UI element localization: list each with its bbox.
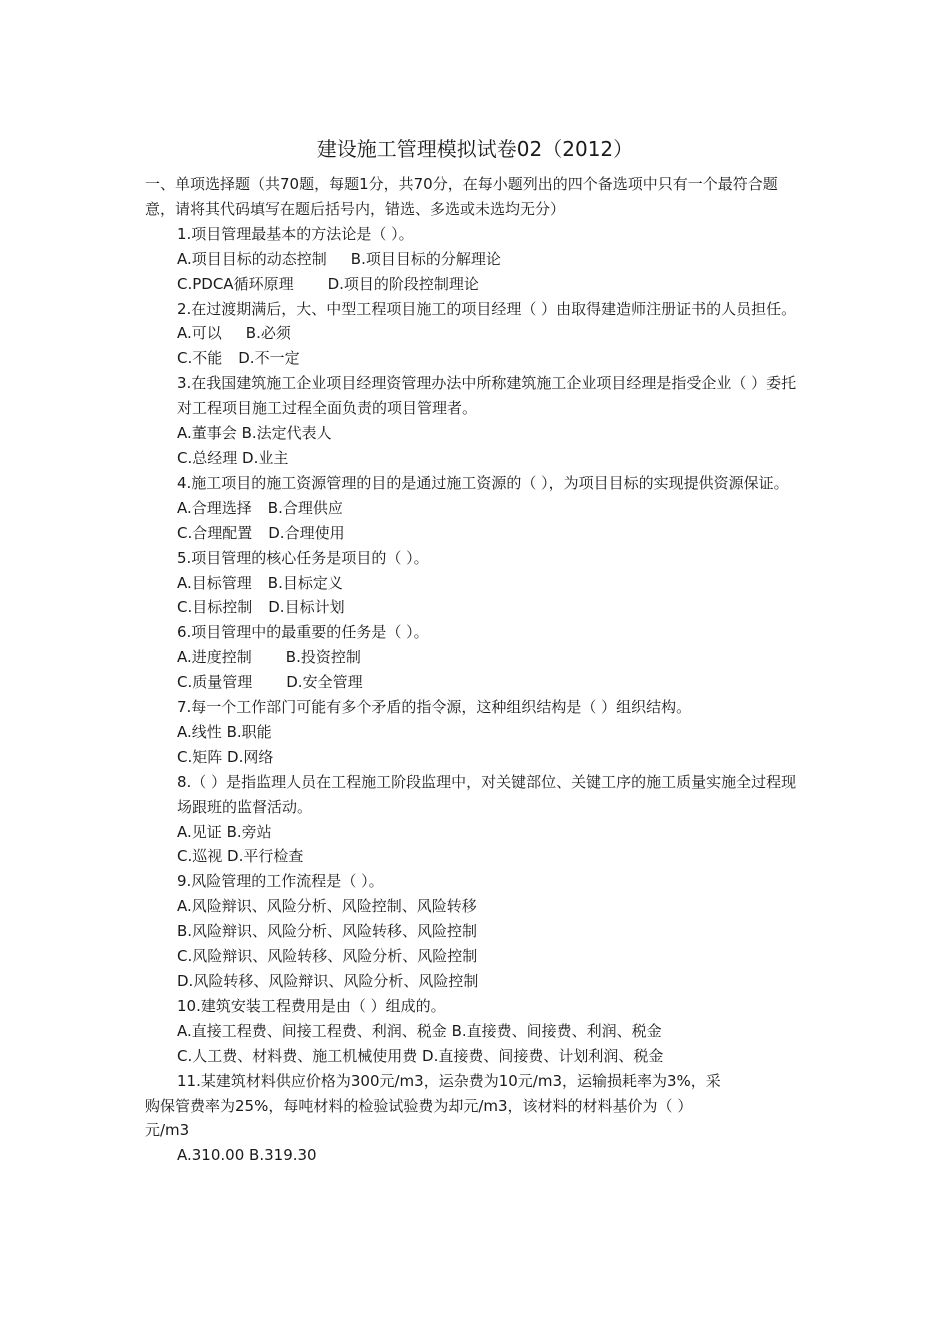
option: B.旁站 — [226, 822, 272, 841]
option: D.不一定 — [238, 349, 300, 368]
option: B.风险辩识、风险分析、风险转移、风险控制 — [177, 922, 478, 941]
option: D.网络 — [227, 747, 274, 766]
question-stem: 9.风险管理的工作流程是（ ）。 — [177, 872, 384, 891]
option: B.投资控制 — [285, 648, 361, 667]
option-row — [145, 1044, 805, 1069]
question-stem: 3.在我国建筑施工企业项目经理资管理办法中所称建筑施工企业项目经理是指受企业（ ）委托对工程项目施工过程全面负责的项目管理者。 — [177, 374, 797, 418]
option: B.319.30 — [249, 1146, 317, 1165]
option: A.310.00 — [177, 1146, 245, 1165]
option: D.平行检查 — [227, 847, 304, 866]
document-title: 建设施工管理模拟试卷02（2012） — [316, 137, 634, 161]
option: A.见证 — [177, 822, 222, 841]
section-instructions: 一、单项选择题（共70题，每题1分，共70分，在每小题列出的四个备选项中只有一个最符合题意，请将其代码填写在题后括号内，错选、多选或未选均无分） — [145, 175, 778, 218]
question-stem: 1.项目管理最基本的方法论是（ ）。 — [177, 224, 414, 243]
option-row — [145, 496, 805, 521]
option-row — [145, 321, 805, 346]
option: C.质量管理 — [177, 673, 253, 692]
option: B.法定代表人 — [241, 424, 332, 443]
option-row — [145, 720, 805, 745]
question-stem: 4.施工项目的施工资源管理的目的是通过施工资源的（ ），为项目目标的实现提供资源保证。 — [177, 473, 789, 492]
option: B.职能 — [226, 722, 272, 741]
option: C.总经理 — [177, 448, 238, 467]
option: C.不能 — [177, 349, 223, 368]
option: C.风险辩识、风险转移、风险分析、风险控制 — [177, 947, 478, 966]
option: A.风险辩识、风险分析、风险控制、风险转移 — [177, 897, 477, 916]
option: A.目标管理 — [177, 573, 252, 592]
option: B.合理供应 — [267, 498, 343, 517]
option-row — [145, 346, 805, 371]
option-row — [145, 1143, 805, 1168]
question-stem: 10.建筑安装工程费用是由（ ）组成的。 — [177, 996, 446, 1015]
option: C.矩阵 — [177, 747, 223, 766]
question-stem-line: 11.某建筑材料供应价格为300元/m3，运杂费为10元/m3，运输损耗率为3%，采 — [177, 1071, 721, 1090]
option: B.项目目标的分解理论 — [350, 249, 501, 268]
option: A.直接工程费、间接工程费、利润、税金 — [177, 1021, 447, 1040]
option: B.直接费、间接费、利润、税金 — [451, 1021, 662, 1040]
question-stem: 5.项目管理的核心任务是项目的（ ）。 — [177, 548, 429, 567]
document-body — [145, 172, 805, 1168]
option: A.董事会 — [177, 424, 237, 443]
option: A.项目目标的动态控制 — [177, 249, 327, 268]
option: D.项目的阶段控制理论 — [327, 274, 479, 293]
option: C.巡视 — [177, 847, 223, 866]
option-row — [145, 745, 805, 770]
option: C.合理配置 — [177, 523, 253, 542]
option-row — [145, 521, 805, 546]
option: D.直接费、间接费、计划利润、税金 — [422, 1046, 664, 1065]
option-row — [145, 595, 805, 620]
option-row — [145, 446, 805, 471]
option-row — [145, 645, 805, 670]
option: C.PDCA循环原理 — [177, 274, 294, 293]
question-stem: 6.项目管理中的最重要的任务是（ ）。 — [177, 623, 429, 642]
option: D.合理使用 — [268, 523, 345, 542]
option: B.必须 — [245, 324, 291, 343]
option-row — [145, 844, 805, 869]
option: A.合理选择 — [177, 498, 252, 517]
option-row — [145, 247, 805, 272]
option: A.线性 — [177, 722, 222, 741]
option: A.进度控制 — [177, 648, 252, 667]
option-row — [145, 1019, 805, 1044]
option: C.目标控制 — [177, 598, 253, 617]
option: A.可以 — [177, 324, 222, 343]
option: C.人工费、材料费、施工机械使用费 — [177, 1046, 418, 1065]
option-row — [145, 820, 805, 845]
option-row — [145, 571, 805, 596]
option: B.目标定义 — [267, 573, 343, 592]
option: D.业主 — [242, 448, 289, 467]
question-stem: 2.在过渡期满后，大、中型工程项目施工的项目经理（ ）由取得建造师注册证书的人员担任。 — [177, 299, 797, 318]
option: D.风险转移、风险辩识、风险分析、风险控制 — [177, 972, 479, 990]
question-stem: 7.每一个工作部门可能有多个矛盾的指令源，这种组织结构是（ ）组织结构。 — [177, 698, 692, 717]
question-stem: 8.（ ）是指监理人员在工程施工阶段监理中，对关键部位、关键工序的施工质量实施全过程现场跟班的监督活动。 — [177, 772, 797, 816]
option-row — [145, 272, 805, 297]
option-row — [145, 421, 805, 446]
option-row — [145, 670, 805, 695]
option: D.目标计划 — [268, 598, 345, 617]
option: D.安全管理 — [286, 673, 363, 692]
question-stem-line: 购保管费率为25%，每吨材料的检验试验费为却元/m3，该材料的材料基价为（ ） — [145, 1096, 693, 1115]
question-stem-line: 元/m3 — [145, 1121, 190, 1140]
